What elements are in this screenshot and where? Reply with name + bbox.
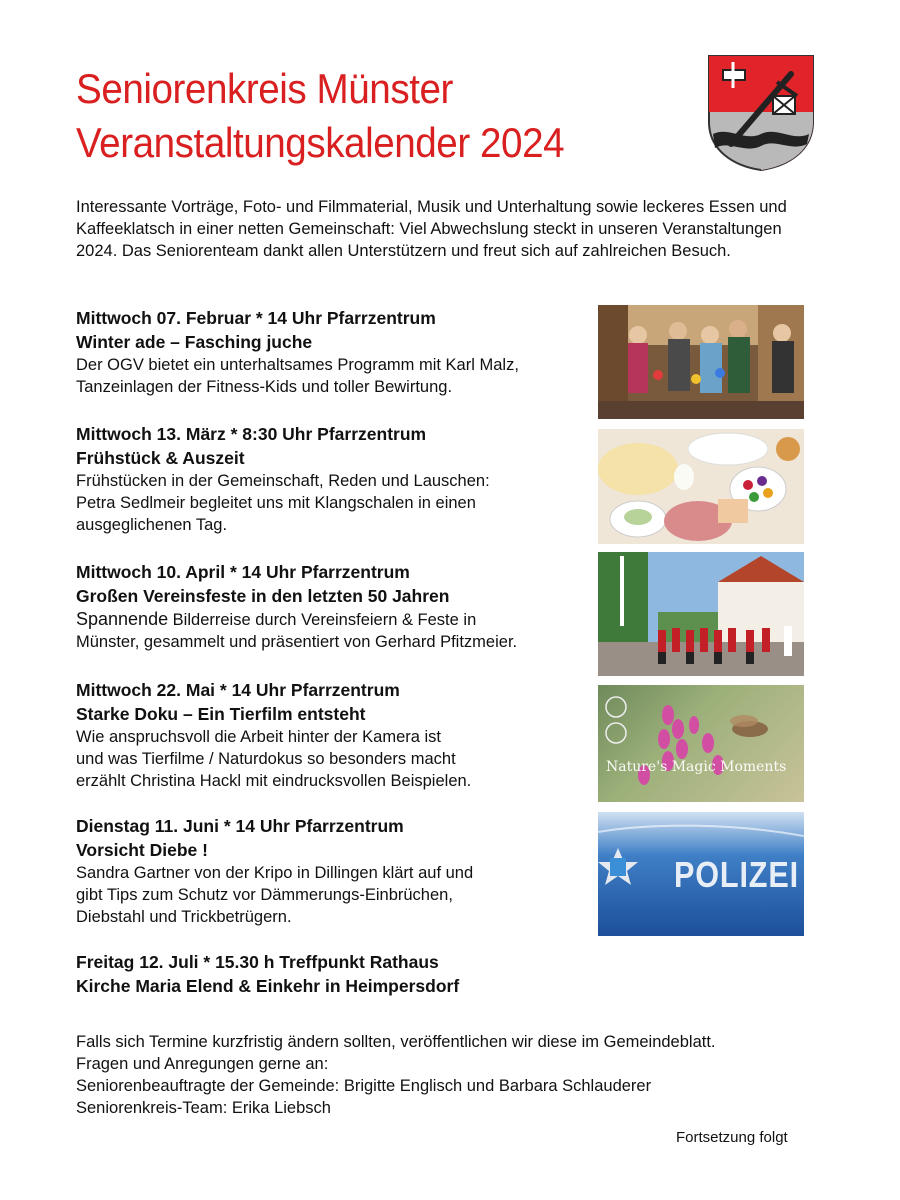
- nature-photo: [598, 685, 804, 802]
- event-title: Winter ade – Fasching juche: [76, 332, 313, 352]
- event-april: [76, 560, 586, 653]
- event-description: Sandra Gartner von der Kripo in Dillingen klärt auf und gibt Tips zum Schutz vor Dämmerungs-Einbrüchen, Diebstahl und Trickbetrügern.: [76, 864, 474, 926]
- footer-line: Fragen und Anregungen gerne an:: [76, 1055, 329, 1073]
- event-title: Frühstück & Auszeit: [76, 448, 245, 468]
- intro-paragraph: Interessante Vorträge, Foto- und Filmmaterial, Musik und Unterhaltung sowie leckeres Essen und Kaffeeklatsch in einer netten Gemeinschaft: Viel Abwechslung steckt in unseren Veranstaltungen 2024. Das Seniorenteam dankt allen Unterstützern und freut sich auf zahlreichen Besuch.: [76, 198, 787, 260]
- title-line-1: Seniorenkreis Münster: [76, 65, 453, 112]
- coat-of-arms-icon: [705, 52, 817, 172]
- event-heading: Freitag 12. Juli * 15.30 h Treffpunkt Rathaus: [76, 952, 439, 972]
- event-heading: Mittwoch 13. März * 8:30 Uhr Pfarrzentrum: [76, 424, 427, 444]
- event-may: [76, 678, 586, 792]
- event-heading: Mittwoch 22. Mai * 14 Uhr Pfarrzentrum: [76, 680, 400, 700]
- footer-notes: [76, 1031, 816, 1119]
- event-june: [76, 814, 586, 928]
- event-description: Frühstücken in der Gemeinschaft, Reden und Lauschen: Petra Sedlmeir begleitet uns mit Klangschalen in einen ausgeglichenen Tag.: [76, 472, 490, 534]
- event-heading: Mittwoch 07. Februar * 14 Uhr Pfarrzentrum: [76, 308, 436, 328]
- continuation-note: Fortsetzung folgt: [676, 1129, 788, 1146]
- event-title: Starke Doku – Ein Tierfilm entsteht: [76, 704, 366, 724]
- parade-photo: [598, 552, 804, 676]
- event-description: Spannende Bilderreise durch Vereinsfeiern & Feste in Münster, gesammelt und präsentiert von Gerhard Pfitzmeier.: [76, 609, 518, 651]
- breakfast-photo: [598, 429, 804, 544]
- police-photo: [598, 812, 804, 936]
- police-text: POLIZEI: [674, 854, 799, 895]
- event-july: [76, 950, 636, 998]
- event-description: Der OGV bietet ein unterhaltsames Programm mit Karl Malz, Tanzeinlagen der Fitness-Kids und toller Bewirtung.: [76, 356, 519, 396]
- footer-line: Seniorenkreis-Team: Erika Liebsch: [76, 1099, 331, 1117]
- footer-line: Seniorenbeauftragte der Gemeinde: Brigitte Englisch und Barbara Schlauderer: [76, 1077, 652, 1095]
- nature-caption: Nature's Magic Moments: [606, 759, 787, 775]
- event-title: Kirche Maria Elend & Einkehr in Heimpersdorf: [76, 976, 460, 996]
- title-line-2: Veranstaltungskalender 2024: [76, 119, 565, 166]
- footer-line: Falls sich Termine kurzfristig ändern sollten, veröffentlichen wir diese im Gemeindeblatt.: [76, 1033, 716, 1051]
- event-heading: Dienstag 11. Juni * 14 Uhr Pfarrzentrum: [76, 816, 404, 836]
- event-description: Wie anspruchsvoll die Arbeit hinter der Kamera ist und was Tierfilme / Naturdokus so besonders macht erzählt Christina Hackl mit eindrucksvollen Beispielen.: [76, 728, 472, 790]
- event-february: [76, 306, 586, 398]
- event-heading: Mittwoch 10. April * 14 Uhr Pfarrzentrum: [76, 562, 410, 582]
- fasching-photo: [598, 305, 804, 419]
- event-title: Großen Vereinsfeste in den letzten 50 Jahren: [76, 586, 450, 606]
- event-title: Vorsicht Diebe !: [76, 840, 208, 860]
- event-march: [76, 422, 586, 536]
